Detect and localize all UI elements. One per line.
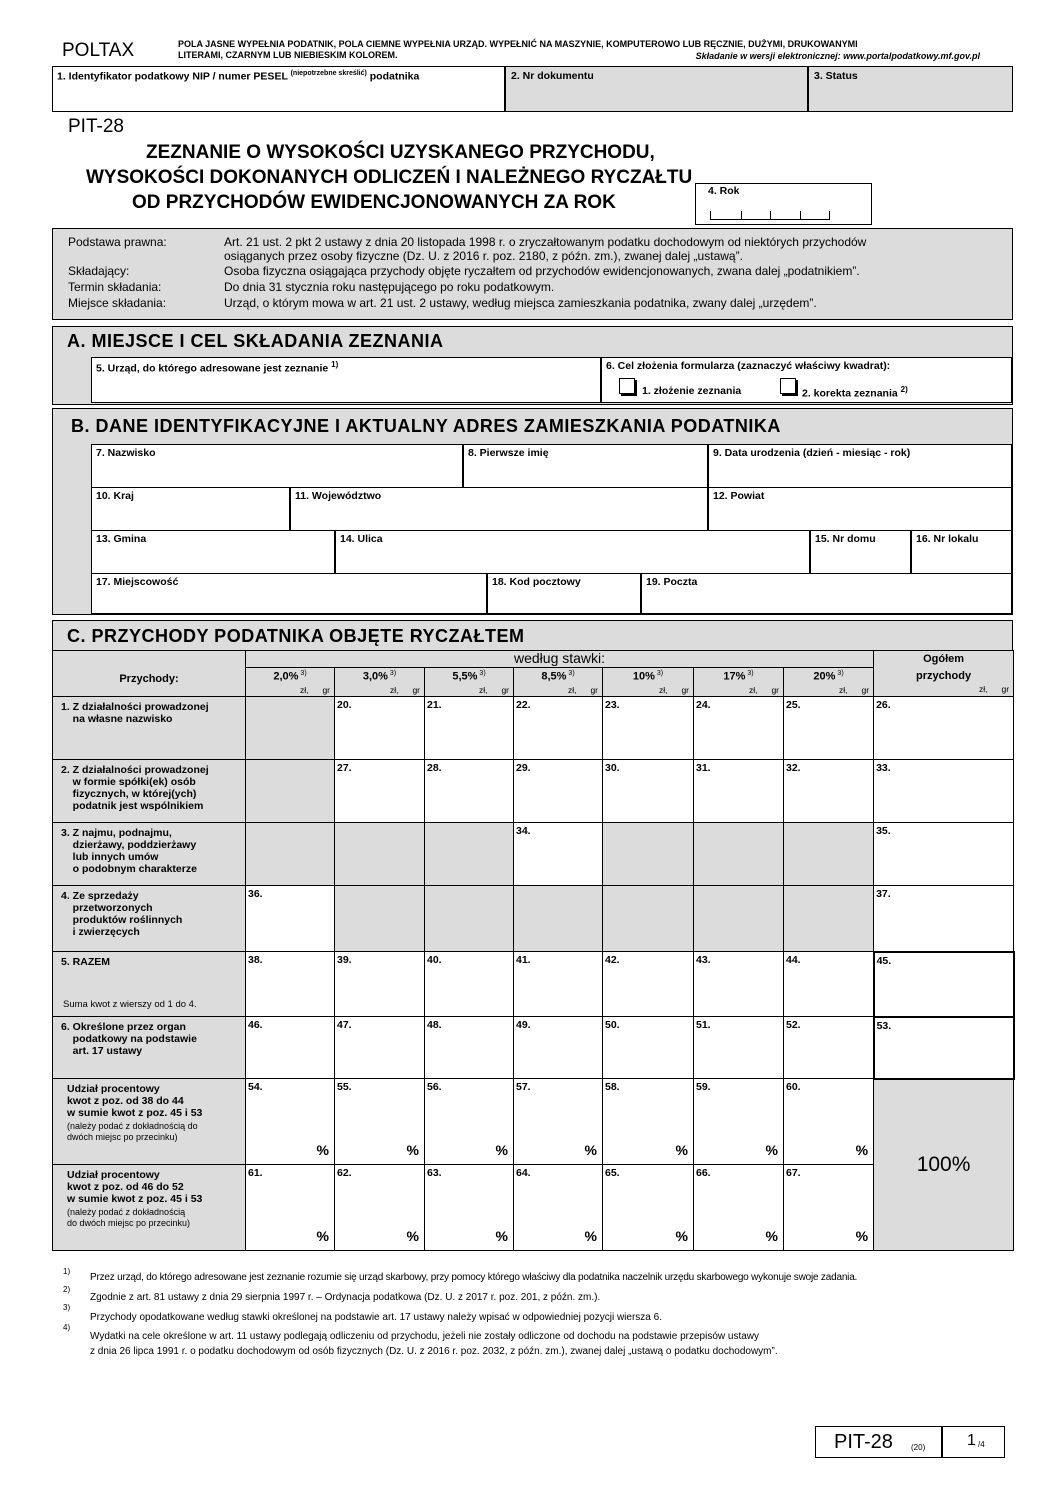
- amount-cell[interactable]: [874, 1017, 1014, 1079]
- field-4-year[interactable]: [695, 183, 872, 225]
- position-number: 27.: [337, 762, 352, 774]
- percent-sign: %: [406, 1142, 419, 1158]
- amount-cell[interactable]: [425, 1017, 514, 1079]
- position-number: 24.: [696, 699, 711, 711]
- percent-sign: %: [584, 1228, 597, 1244]
- position-number: 44.: [786, 954, 801, 966]
- position-number: 61.: [248, 1167, 263, 1179]
- fn4-mark: 4): [63, 1323, 71, 1332]
- blocked-cell: [246, 760, 335, 823]
- electronic-filing-note: Składanie w wersji elektronicznej: www.portalpodatkowy.mf.gov.pl: [695, 51, 980, 61]
- basis-label: Podstawa prawna:: [68, 235, 167, 249]
- field-6-purpose: [601, 357, 1012, 403]
- blocked-cell: [335, 823, 425, 886]
- share-label: Udział procentowy kwot z poz. od 46 do 52 w sumie kwot z poz. 45 i 53: [67, 1169, 203, 1205]
- percent-cell[interactable]: [603, 1165, 694, 1251]
- position-number: 62.: [337, 1167, 352, 1179]
- amount-cell[interactable]: [514, 952, 603, 1017]
- rate-zl-gr: [568, 685, 598, 695]
- deadline-label: Termin składania:: [68, 280, 162, 294]
- position-number: 67.: [786, 1167, 801, 1179]
- rate-zl-gr: [749, 685, 779, 695]
- field-13-label: 13. Gmina: [96, 533, 147, 545]
- percent-cell[interactable]: [784, 1079, 874, 1165]
- field-19-post-office[interactable]: [641, 573, 1012, 614]
- zl-unit: zł,: [748, 685, 758, 695]
- position-number: 49.: [516, 1019, 531, 1031]
- position-number: 42.: [605, 954, 620, 966]
- position-number: 48.: [427, 1019, 442, 1031]
- percent-sign: %: [316, 1142, 329, 1158]
- rate-zl-gr: [479, 685, 509, 695]
- footnote-2: [63, 1285, 70, 1299]
- share-row-label: [53, 1079, 246, 1165]
- opt2-label-wrap: [802, 385, 908, 400]
- position-number: 20.: [337, 699, 352, 711]
- position-number: 21.: [427, 699, 442, 711]
- percent-sign: %: [406, 1228, 419, 1244]
- zl-unit: zł,: [658, 685, 668, 695]
- income-row-label: 2. Z działalności prowadzonej w formie spółki(ek) osób fizycznych, w której(ych) podatnik jest wspólnikiem: [53, 760, 246, 823]
- field-18-postal-code[interactable]: [487, 573, 641, 614]
- position-number: 51.: [696, 1019, 711, 1031]
- gr-unit: gr: [501, 685, 509, 695]
- percent-sign: %: [855, 1228, 869, 1244]
- rate-label: [514, 670, 602, 683]
- rate-label: [335, 670, 424, 683]
- amount-cell[interactable]: [784, 952, 874, 1017]
- footnote-4: [63, 1323, 70, 1337]
- rate-footnote: 3): [837, 670, 844, 677]
- amount-cell[interactable]: [603, 952, 694, 1017]
- rate-header: [246, 668, 335, 697]
- field-1-tail: podatnika: [369, 70, 420, 83]
- field-5-label: 5. Urząd, do którego adresowane jest zeznanie: [96, 362, 329, 375]
- fn2-mark: 2): [63, 1285, 71, 1294]
- income-row-label: 1. Z działalności prowadzonej na własne nazwisko: [53, 697, 246, 760]
- rate-zl-gr: [839, 685, 869, 695]
- form-code: PIT-28: [68, 116, 124, 137]
- zl-unit: zł,: [478, 685, 488, 695]
- field-1-sup: (niepotrzebne skreślić): [290, 70, 367, 77]
- opt2-label: 2. korekta zeznania: [802, 387, 898, 400]
- amount-cell[interactable]: [425, 697, 514, 760]
- position-number: 53.: [876, 1019, 892, 1032]
- rate-label: [784, 670, 873, 683]
- footnote-3: [63, 1303, 70, 1317]
- position-number: 43.: [696, 954, 711, 966]
- position-number: 31.: [696, 762, 711, 774]
- checkbox-correction[interactable]: [780, 378, 796, 394]
- blocked-cell: [784, 886, 874, 952]
- percent-sign: %: [316, 1228, 329, 1244]
- position-number: 23.: [605, 699, 620, 711]
- field-5-tax-office[interactable]: [91, 357, 601, 403]
- rate-label: [246, 670, 334, 683]
- rate-header: [694, 668, 784, 697]
- percent-cell[interactable]: [514, 1165, 603, 1251]
- position-number: 66.: [696, 1167, 711, 1179]
- field-10-country[interactable]: [91, 487, 290, 531]
- amount-cell[interactable]: [784, 760, 874, 823]
- amount-cell[interactable]: [425, 760, 514, 823]
- position-number: 50.: [605, 1019, 620, 1031]
- position-number: 47.: [337, 1019, 352, 1031]
- gr-unit: gr: [861, 685, 870, 695]
- rate-value: 5,5%: [452, 670, 478, 683]
- amount-cell[interactable]: [246, 952, 335, 1017]
- footer-version: (20): [911, 1443, 926, 1452]
- section-a-title: A. MIEJSCE I CEL SKŁADANIA ZEZNANIA: [67, 331, 444, 351]
- rate-footnote: 3): [389, 670, 397, 677]
- percent-cell[interactable]: [694, 1079, 784, 1165]
- amount-cell[interactable]: [514, 697, 603, 760]
- position-number: 41.: [516, 954, 531, 966]
- rate-footnote: 3): [747, 670, 754, 677]
- field-9-birth-date[interactable]: [708, 444, 1012, 488]
- position-number: 22.: [516, 699, 531, 711]
- share-note: (należy podać z dokładnością do dwóch miejsc po przecinku): [67, 1207, 191, 1228]
- field-10-label: 10. Kraj: [96, 490, 134, 502]
- position-number: 38.: [248, 954, 263, 966]
- gr-unit: gr: [1001, 684, 1010, 694]
- gr-unit: gr: [771, 685, 779, 695]
- percent-cell[interactable]: [694, 1165, 784, 1251]
- percent-sign: %: [675, 1142, 688, 1158]
- position-number: 33.: [876, 762, 891, 774]
- amount-cell[interactable]: [335, 1017, 425, 1079]
- title-line-2: WYSOKOŚCI DOKONANYCH ODLICZEŃ I NALEŻNEGO RYCZAŁTU: [86, 167, 693, 188]
- percent-cell[interactable]: [335, 1079, 425, 1165]
- zl-unit: zł,: [389, 685, 399, 695]
- position-number: 52.: [786, 1019, 801, 1031]
- income-row: [53, 823, 1014, 886]
- field-11-voivodeship[interactable]: [290, 487, 708, 531]
- basis-text-2: osiąganych przez osoby fizyczne (Dz. U. z 2016 r. poz. 2180, z późn. zm.), zwanej dalej „ustawą”.: [224, 249, 743, 263]
- field-15-label: 15. Nr domu: [815, 533, 876, 545]
- field-5-sup: 1): [331, 360, 339, 369]
- footer-page-number: [942, 1426, 1005, 1458]
- footer-page: 1: [967, 1432, 976, 1449]
- field-8-label: 8. Pierwsze imię: [468, 447, 549, 459]
- rate-zl-gr: [390, 685, 420, 695]
- blocked-cell: [246, 823, 335, 886]
- filer-label: Składający:: [68, 264, 130, 278]
- deadline-text: Do dnia 31 stycznia roku następującego po roku podatkowym.: [224, 280, 555, 294]
- percent-sign: %: [495, 1142, 508, 1158]
- amount-cell[interactable]: [603, 697, 694, 760]
- share-note: (należy podać z dokładnością do dwóch miejsc po przecinku): [67, 1121, 198, 1142]
- blocked-cell: [694, 886, 784, 952]
- position-number: 37.: [876, 888, 891, 900]
- percent-cell[interactable]: [246, 1079, 335, 1165]
- year-digit-boxes: [710, 211, 830, 220]
- section-a: [52, 326, 1013, 405]
- field-9-label: 9. Data urodzenia (dzień - miesiąc - rok): [713, 447, 911, 459]
- footnote-4-text-a: Wydatki na cele określone w art. 11 ustawy podlegają odliczeniu od przychodu, jeżeli nie zostały odliczone od dochodu na podstawie przepisów ustawy: [90, 1331, 759, 1342]
- income-table: [52, 650, 1015, 1251]
- rate-footnote: 3): [300, 670, 307, 677]
- amount-cell[interactable]: [514, 823, 603, 886]
- percent-cell[interactable]: [784, 1165, 874, 1251]
- section-c-header-bar: [52, 620, 1013, 651]
- blocked-cell: [694, 823, 784, 886]
- amount-cell[interactable]: [694, 952, 784, 1017]
- rate-label: [694, 670, 783, 683]
- income-row: [53, 952, 1014, 1017]
- field-1-nip-pesel[interactable]: [52, 66, 505, 112]
- percent-cell[interactable]: [425, 1165, 514, 1251]
- footnote-1-text: Przez urząd, do którego adresowane jest zeznanie rozumie się urząd skarbowy, przy pomocy którego właściwy dla podatnika naczelnik urzędu skarbowego wykonuje swoje zadania.: [90, 1272, 858, 1283]
- field-16-label: 16. Nr lokalu: [916, 533, 979, 545]
- field-16-apartment-number[interactable]: [911, 530, 1012, 574]
- rate-value: 2,0%: [273, 670, 299, 683]
- basis-text-1: Art. 21 ust. 2 pkt 2 ustawy z dnia 20 listopada 1998 r. o zryczałtowanym podatku dochodowym od niektórych przychodów: [224, 235, 867, 249]
- field-18-label: 18. Kod pocztowy: [492, 576, 581, 588]
- amount-cell[interactable]: [603, 760, 694, 823]
- rate-header: [335, 668, 425, 697]
- total-header: [874, 651, 1014, 697]
- amount-cell[interactable]: [246, 1017, 335, 1079]
- form-title: [80, 140, 800, 215]
- amount-cell[interactable]: [425, 952, 514, 1017]
- field-2-label: 2. Nr dokumentu: [511, 70, 594, 82]
- share-row-label: [53, 1165, 246, 1251]
- blocked-cell: [425, 823, 514, 886]
- amount-cell[interactable]: [694, 697, 784, 760]
- field-3-status: [808, 66, 1013, 112]
- income-row: [53, 886, 1014, 952]
- rate-header: [603, 668, 694, 697]
- income-row-label: 3. Z najmu, podnajmu, dzierżawy, poddzierżawy lub innych umów o podobnym charakterze: [53, 823, 246, 886]
- rate-label: [425, 670, 513, 683]
- row-sum-note: Suma kwot z wierszy od 1 do 4.: [63, 999, 197, 1010]
- field-7-surname[interactable]: [91, 444, 463, 488]
- total-zl-gr: [979, 684, 1009, 694]
- income-row-label: 5. RAZEM Suma kwot z wierszy od 1 do 4.: [53, 952, 246, 1017]
- percent-cell[interactable]: [514, 1079, 603, 1165]
- percent-sign: %: [675, 1228, 688, 1244]
- position-number: 58.: [605, 1081, 620, 1093]
- position-number: 64.: [516, 1167, 531, 1179]
- rate-value: 3,0%: [362, 670, 388, 683]
- field-6-label: 6. Cel złożenia formularza (zaznaczyć właściwy kwadrat):: [606, 360, 891, 372]
- section-b: [52, 408, 1013, 615]
- position-number: 59.: [696, 1081, 711, 1093]
- position-number: 60.: [786, 1081, 801, 1093]
- amount-cell[interactable]: [874, 952, 1014, 1017]
- footnote-4-text-b: z dnia 26 lipca 1991 r. o podatku dochodowym od osób fizycznych (Dz. U. z 2016 r. poz. 2032, z późn. zm.), zwanej dalej „ustawą o podatku dochodowym”.: [90, 1346, 778, 1357]
- position-number: 46.: [248, 1019, 263, 1031]
- total-header-line-1: Ogółem: [923, 653, 965, 665]
- footer-pages: /4: [978, 1440, 985, 1449]
- position-number: 40.: [427, 954, 442, 966]
- field-8-first-name[interactable]: [463, 444, 708, 488]
- instructions-line-2: LITERAMI, CZARNYM LUB NIEBIESKIM KOLOREM.: [178, 50, 398, 60]
- amount-cell[interactable]: [874, 697, 1014, 760]
- opt1-label: 1. złożenie zeznania: [642, 385, 742, 397]
- by-rate-header: według stawki:: [246, 651, 874, 668]
- amount-cell[interactable]: [246, 886, 335, 952]
- field-17-label: 17. Miejscowość: [96, 576, 179, 588]
- amount-cell[interactable]: [335, 952, 425, 1017]
- gr-unit: gr: [412, 685, 420, 695]
- header-row-1: [53, 651, 1014, 668]
- rate-footnote: 3): [568, 670, 575, 677]
- footer-code-text: PIT-28: [834, 1431, 893, 1453]
- rate-zl-gr: [300, 685, 330, 695]
- position-number: 57.: [516, 1081, 531, 1093]
- position-number: 54.: [248, 1081, 263, 1093]
- place-label: Miejsce składania:: [68, 296, 167, 310]
- income-header: Przychody:: [53, 651, 246, 697]
- amount-cell[interactable]: [335, 760, 425, 823]
- position-number: 39.: [337, 954, 352, 966]
- footnote-2-text: Zgodnie z art. 81 ustawy z dnia 29 sierpnia 1997 r. – Ordynacja podatkowa (Dz. U. z 2017 r. poz. 201, z późn. zm.).: [90, 1292, 601, 1303]
- footer-form-code: [815, 1426, 942, 1458]
- percent-sign: %: [495, 1228, 508, 1244]
- income-row: [53, 1017, 1014, 1079]
- zl-unit: zł,: [979, 684, 988, 694]
- footnote-3-text: Przychody opodatkowane według stawki określonej na podstawie art. 17 ustawy należy wpisać w odpowiedniej pozycji wiersza 6.: [90, 1312, 662, 1323]
- rate-header: [425, 668, 514, 697]
- filer-text: Osoba fizyczna osiągająca przychody objęte ryczałtem od przychodów ewidencjonowanych, zwana dalej „podatnikiem”.: [224, 264, 860, 278]
- amount-cell[interactable]: [514, 760, 603, 823]
- share-row: [53, 1165, 1014, 1251]
- place-text: Urząd, o którym mowa w art. 21 ust. 2 ustawy, według miejsca zamieszkania podatnika, zwany dalej „urzędem”.: [224, 296, 817, 310]
- field-2-doc-number: [505, 66, 808, 112]
- amount-cell[interactable]: [603, 1017, 694, 1079]
- field-13-commune[interactable]: [91, 530, 335, 574]
- percent-sign: %: [765, 1228, 778, 1244]
- position-number: 25.: [786, 699, 801, 711]
- section-b-title: B. DANE IDENTYFIKACYJNE I AKTUALNY ADRES ZAMIESZKANIA PODATNIKA: [71, 416, 781, 436]
- rate-value: 8,5%: [541, 670, 567, 683]
- percent-cell[interactable]: [246, 1165, 335, 1251]
- field-17-locality[interactable]: [91, 573, 487, 614]
- blocked-cell: [514, 886, 603, 952]
- blocked-cell: [603, 886, 694, 952]
- position-number: 45.: [876, 954, 892, 967]
- field-12-label: 12. Powiat: [713, 490, 765, 502]
- rate-value: 20%: [813, 670, 836, 683]
- field-12-county[interactable]: [708, 487, 1012, 531]
- amount-cell[interactable]: [874, 886, 1014, 952]
- field-11-label: 11. Województwo: [295, 490, 382, 502]
- percent-sign: %: [765, 1142, 778, 1158]
- percent-sign: %: [584, 1142, 597, 1158]
- title-line-1: ZEZNANIE O WYSOKOŚCI UZYSKANEGO PRZYCHODU,: [146, 142, 655, 163]
- zl-unit: zł,: [839, 685, 848, 695]
- zl-unit: zł,: [299, 685, 309, 695]
- footnote-1: [63, 1267, 70, 1281]
- field-7-label: 7. Nazwisko: [96, 447, 156, 459]
- position-number: 29.: [516, 762, 531, 774]
- section-c-title: C. PRZYCHODY PODATNIKA OBJĘTE RYCZAŁTEM: [67, 626, 525, 646]
- hundred-percent-cell: 100%: [874, 1079, 1014, 1251]
- position-number: 56.: [427, 1081, 442, 1093]
- amount-cell[interactable]: [694, 1017, 784, 1079]
- percent-cell[interactable]: [603, 1079, 694, 1165]
- percent-sign: %: [855, 1142, 869, 1158]
- position-number: 35.: [876, 825, 891, 837]
- amount-cell[interactable]: [335, 697, 425, 760]
- position-number: 55.: [337, 1081, 352, 1093]
- position-number: 30.: [605, 762, 620, 774]
- rate-zl-gr: [659, 685, 689, 695]
- amount-cell[interactable]: [784, 697, 874, 760]
- position-number: 26.: [876, 699, 891, 711]
- percent-cell[interactable]: [425, 1079, 514, 1165]
- total-header-line-2: przychody: [916, 670, 972, 682]
- checkbox-submission[interactable]: [619, 378, 635, 394]
- fn1-mark: 1): [63, 1267, 71, 1276]
- amount-cell[interactable]: [784, 1017, 874, 1079]
- position-number: 65.: [605, 1167, 620, 1179]
- gr-unit: gr: [322, 685, 330, 695]
- rate-value: 17%: [723, 670, 746, 683]
- field-4-label: 4. Rok: [708, 185, 740, 197]
- rate-value: 10%: [632, 670, 655, 683]
- share-label: Udział procentowy kwot z poz. od 38 do 44 w sumie kwot z poz. 45 i 53: [67, 1083, 203, 1119]
- income-row-label: 6. Określone przez organ podatkowy na podstawie art. 17 ustawy: [53, 1017, 246, 1079]
- income-row: [53, 697, 1014, 760]
- field-3-label: 3. Status: [814, 70, 858, 82]
- position-number: 36.: [248, 888, 263, 900]
- blocked-cell: [335, 886, 425, 952]
- share-row: [53, 1079, 1014, 1165]
- fn3-mark: 3): [63, 1303, 71, 1312]
- field-14-label: 14. Ulica: [340, 533, 383, 545]
- blocked-cell: [246, 697, 335, 760]
- field-19-label: 19. Poczta: [646, 576, 698, 588]
- income-row-label: 4. Ze sprzedaży przetworzonych produktów roślinnych i zwierzęcych: [53, 886, 246, 952]
- rate-header: [784, 668, 874, 697]
- rate-footnote: 3): [656, 670, 664, 677]
- amount-cell[interactable]: [694, 760, 784, 823]
- field-15-house-number[interactable]: [810, 530, 911, 574]
- rate-label: [603, 670, 693, 683]
- field-1-label: 1. Identyfikator podatkowy NIP / numer PESEL: [57, 70, 288, 83]
- rate-footnote: 3): [479, 670, 486, 677]
- position-number: 34.: [516, 825, 531, 837]
- percent-cell[interactable]: [335, 1165, 425, 1251]
- blocked-cell: [784, 823, 874, 886]
- position-number: 63.: [427, 1167, 442, 1179]
- brand-logo: POLTAX: [62, 40, 135, 61]
- income-row: [53, 760, 1014, 823]
- opt2-sup: 2): [900, 385, 908, 394]
- gr-unit: gr: [590, 685, 598, 695]
- gr-unit: gr: [681, 685, 689, 695]
- title-line-3: OD PRZYCHODÓW EWIDENCJONOWANYCH ZA ROK: [132, 192, 616, 213]
- rate-header: [514, 668, 603, 697]
- amount-cell[interactable]: [874, 760, 1014, 823]
- blocked-cell: [425, 886, 514, 952]
- blocked-cell: [603, 823, 694, 886]
- instructions-line-1: POLA JASNE WYPEŁNIA PODATNIK, POLA CIEMNE WYPEŁNIA URZĄD. WYPEŁNIĆ NA MASZYNIE, KOMPUTEROWO LUB RĘCZNIE, DUŻYMI, DRUKOWANYMI: [178, 39, 858, 49]
- amount-cell[interactable]: [514, 1017, 603, 1079]
- field-14-street[interactable]: [335, 530, 810, 574]
- amount-cell[interactable]: [874, 823, 1014, 886]
- position-number: 32.: [786, 762, 801, 774]
- legal-basis-box: [52, 228, 1013, 320]
- zl-unit: zł,: [567, 685, 577, 695]
- position-number: 28.: [427, 762, 442, 774]
